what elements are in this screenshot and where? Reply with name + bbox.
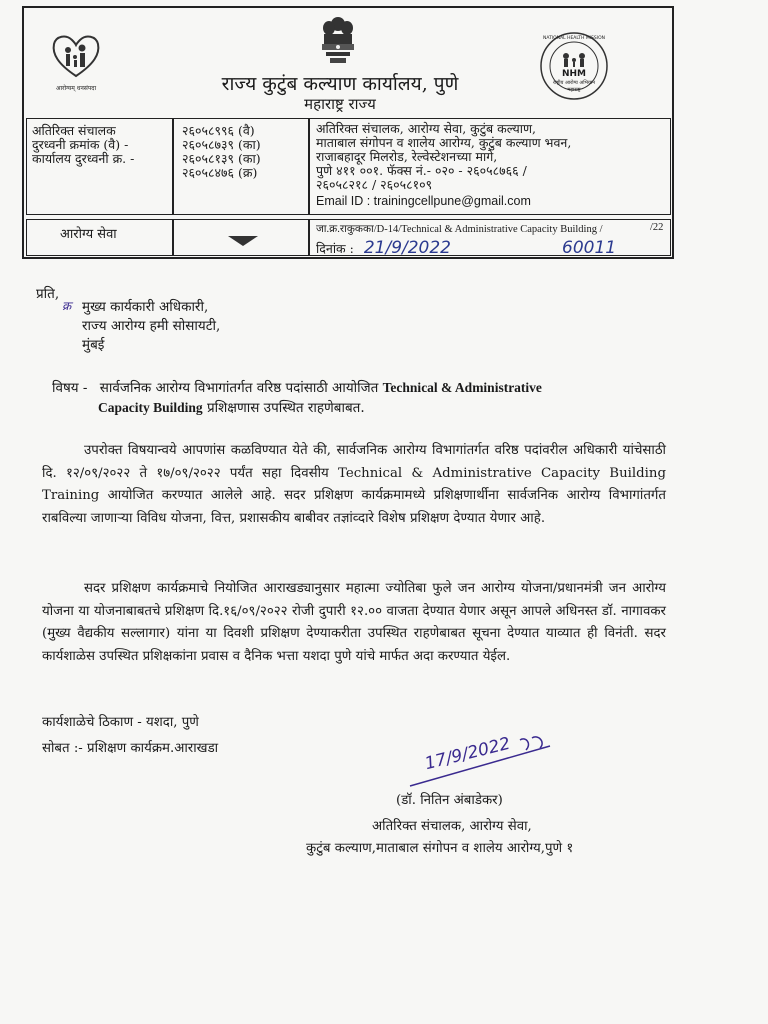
subject-line2-bold: Capacity Building — [98, 400, 203, 415]
nhm-state: महाराष्ट्र — [567, 87, 581, 93]
recipient — [82, 298, 220, 355]
phone-number: २६०५८९९६ (वै) — [182, 123, 255, 138]
recipient-mark: क्र — [62, 299, 72, 313]
reference-number — [316, 222, 668, 236]
signature-stroke — [400, 734, 560, 794]
state-title: महाराष्ट्र राज्य — [304, 95, 376, 113]
family-icon — [48, 30, 104, 80]
enclosure: सोबत :- प्रशिक्षण कार्यक्रम.आराखडा — [42, 741, 219, 756]
family-welfare-logo — [48, 30, 104, 94]
address-line: पुणे ४११ ००१. फॅक्स नं.- ०२० - २६०५८७६६ / — [316, 163, 527, 178]
signatory-title-1: अतिरिक्त संचालक, आरोग्य सेवा, — [372, 819, 532, 834]
nhm-ring-text: NATIONAL HEALTH MISSION — [542, 36, 605, 41]
subject-line2: प्रशिक्षणास उपस्थित राहणेबाबत. — [206, 400, 365, 416]
phone-number: २६०५८७३९ (का) — [182, 137, 261, 152]
email: Email ID : trainingcellpune@gmail.com — [316, 194, 531, 208]
ref-year: /22 — [650, 222, 664, 233]
subject-label: विषय - — [52, 380, 88, 396]
subject-line1-bold: Technical & Administrative — [382, 380, 542, 395]
nhm-label: NHM — [561, 69, 587, 79]
phone-label: कार्यालय दुरध्वनी क्र. - — [32, 151, 135, 166]
date-value: 21/9/2022 — [363, 238, 451, 258]
recipient-line: राज्य आरोग्य हमी सोसायटी, — [82, 318, 221, 334]
recipient-line: मुख्य कार्यकारी अधिकारी, — [82, 299, 209, 315]
state-emblem — [318, 14, 358, 66]
office-address — [316, 122, 668, 208]
ref-no: जा.क्र.राकुकका/D-14/Technical & Administrative Capacity Building / — [316, 224, 603, 235]
arrow-mark-icon — [228, 236, 258, 246]
divider-4 — [308, 219, 310, 256]
divider-3 — [172, 219, 174, 256]
ashoka-emblem-icon — [318, 14, 358, 66]
phone-number: २६०५८४७६ (क्र) — [182, 165, 258, 180]
signatory-title-2: कुटुंब कल्याण,माताबाल संगोपन व शालेय आरोग्य,पुणे १ — [306, 841, 574, 856]
phone-labels — [32, 124, 170, 166]
address-line: राजाबहादूर मिलरोड, रेल्वेस्टेशनच्या मागे, — [316, 149, 498, 164]
subject — [52, 378, 662, 418]
date-label: दिनांक : — [316, 241, 354, 256]
nhm-logo — [538, 30, 610, 102]
subject-line1: सार्वजनिक आरोग्य विभागांतर्गत वरिष्ठ पदांसाठी आयोजित — [99, 380, 379, 396]
divider-2 — [308, 118, 310, 215]
left-logo-caption: आरोग्यम् धनसंपदा — [55, 85, 97, 92]
phone-label: दुरध्वनी क्रमांक (वै) - — [32, 137, 129, 152]
handwritten-signature: 17/9/2022 — [422, 733, 513, 775]
paragraph-text: सदर प्रशिक्षण कार्यक्रमाचे नियोजित आराखड्यानुसार महात्मा ज्योतिबा फुले जन आरोग्य योजना/प्रधानमंत्री जन आरोग्य योजना या योजनाबाबतचे प्रशिक्षण दि.१६/०९/२०२२ रोजी दुपारी १२.०० वाजता देण्यात येणार असून आपले अधिनस्त डॉ. नागावकर (मुख्य वैद्यकीय सल्लागार) यांना या दिवशी प्रशिक्षण देण्याकरीता उपस्थित राहणेबाबत सूचना देण्यात याव्यात ही विनंती. सदर कार्यशाळेस उपस्थित प्रशिक्षकांना प्रवास व दैनिक भत्ता यशदा पुणे यांचे मार्फत अदा करण्यात येईल. — [42, 581, 666, 664]
service-label: आरोग्य सेवा — [60, 227, 117, 242]
divider-1 — [172, 118, 174, 215]
signatory-name: (डॉ. नितिन अंबाडेकर) — [396, 793, 503, 808]
nhm-subtext: राष्ट्रीय आरोग्य अभियान — [553, 80, 595, 86]
office-title: राज्य कुटुंब कल्याण कार्यालय, पुणे — [221, 73, 459, 95]
phone-number: २६०५८१३९ (का) — [182, 151, 261, 166]
recipient-line: मुंबई — [82, 337, 105, 353]
venue: कार्यशाळेचे ठिकाण - यशदा, पुणे — [42, 715, 199, 730]
to-label: प्रति, — [36, 286, 60, 302]
ref-handwritten: 60011 — [562, 238, 617, 258]
date-line — [316, 238, 668, 258]
body-paragraph-2 — [42, 578, 666, 668]
body-paragraph-1 — [42, 440, 666, 530]
address-line: २६०५८२१८ / २६०५८१०९ — [316, 177, 433, 192]
address-line: माताबाल संगोपन व शालेय आरोग्य, कुटुंब कल्याण भवन, — [316, 135, 572, 150]
phone-numbers — [182, 124, 306, 180]
emblem-mark — [228, 231, 258, 241]
address-line: अतिरिक्त संचालक, आरोग्य सेवा, कुटुंब कल्याण, — [316, 121, 536, 136]
phone-label: अतिरिक्त संचालक — [32, 123, 116, 138]
paragraph-text: उपरोक्त विषयान्वये आपणांस कळविण्यात येते की, सार्वजनिक आरोग्य विभागांतर्गत वरिष्ठ पदांवरील अधिकारी यांचेसाठी दि. १२/०९/२०२२ ते १७/०९/२०२२ पर्यंत सहा दिवसीय Technical & Administrative Capacity Building Training आयोजित करण्यात आलेले आहे. सदर प्रशिक्षण कार्यक्रमामध्ये प्रशिक्षणार्थीना सार्वजनिक आरोग्य विभागांतर्गत राबविल्या जाणाऱ्या विविध योजना, वित्त, प्रशासकीय बाबीवर तज्ञांव्दारे विशेष प्रशिक्षण देण्यात येणार आहे. — [42, 443, 666, 526]
